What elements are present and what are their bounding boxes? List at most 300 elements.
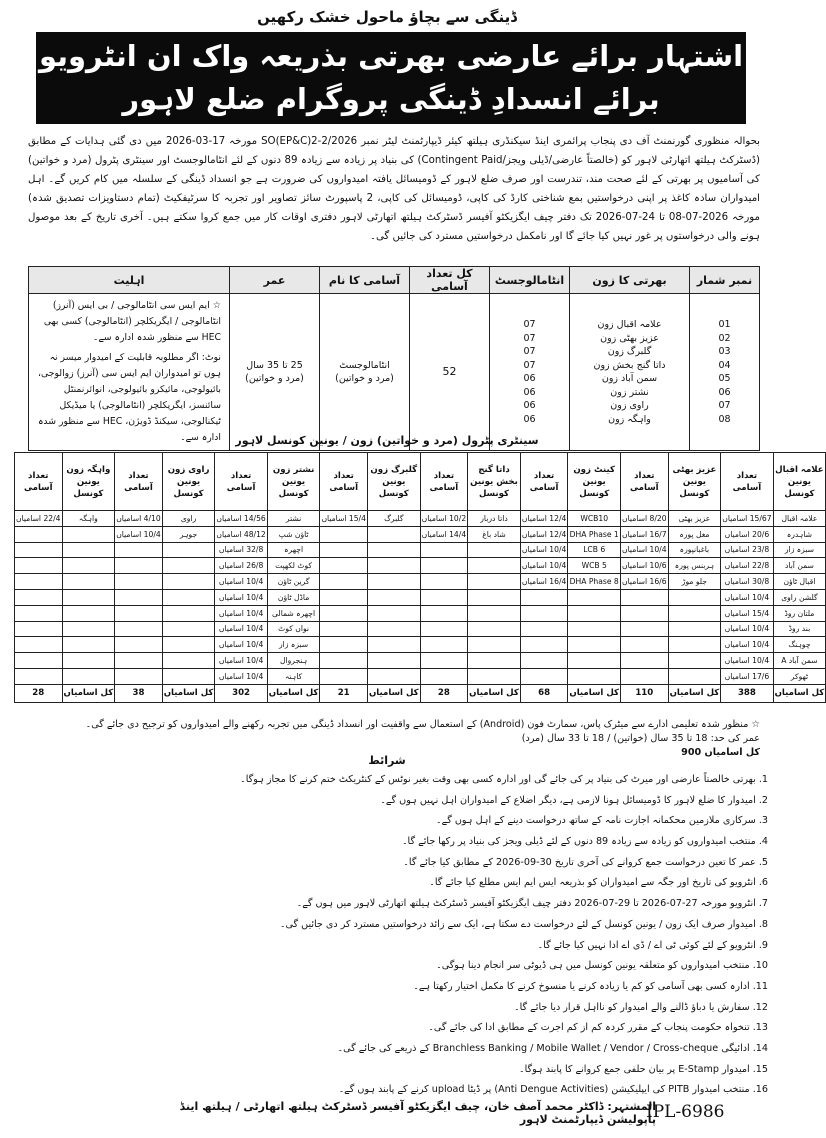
total-cell: کل اسامیاں	[367, 684, 420, 702]
table-cell	[520, 621, 568, 637]
table-cell	[15, 589, 63, 605]
col-eligibility: اہلیت	[29, 267, 230, 294]
total-cell: 302	[215, 684, 267, 702]
entomologist-table-header	[29, 267, 760, 294]
table-cell	[320, 589, 368, 605]
table-cell: 17/6 اسامیاں	[721, 668, 773, 684]
table-cell	[15, 542, 63, 558]
table-cell: کوٹ لکھپت	[267, 558, 320, 574]
advertiser-signature: المشتہر: ڈاکٹر محمد آصف خان، چیف ایگزیکٹو آفیسر ڈسٹرکٹ ہیلتھ اتھارٹی / ہیلتھ اینڈ پاپولیشن ڈیپارٹمنٹ لاہور	[179, 1100, 656, 1126]
total-cell: کل اسامیاں	[62, 684, 115, 702]
table-cell: 10/4 اسامیاں	[721, 589, 773, 605]
table-cell	[320, 621, 368, 637]
table-cell	[420, 605, 468, 621]
zone-count: 07	[523, 319, 536, 330]
zone-count: 07	[523, 332, 536, 344]
total-cell: 28	[15, 684, 63, 702]
table-cell	[15, 637, 63, 653]
table-cell	[621, 589, 669, 605]
table-cell: 22/4 اسامیاں	[15, 511, 63, 527]
table-cell: DHA Phase 1	[568, 526, 621, 542]
sanitary-header-cell: داتا گنج بخش یونین کونسل	[468, 453, 521, 511]
table-cell: راوی	[162, 511, 215, 527]
col-age: عمر	[230, 267, 320, 294]
table-row	[15, 589, 826, 605]
table-row	[15, 542, 826, 558]
table-cell	[62, 653, 115, 669]
table-cell	[320, 558, 368, 574]
table-cell	[15, 526, 63, 542]
condition-item: 3. سرکاری ملازمین محکمانہ اجازت نامہ کے ساتھ درخواست دینے کے اہل ہوں گے۔	[436, 815, 768, 827]
zones-cell	[570, 294, 690, 451]
table-cell: 10/2 اسامیاں	[420, 511, 468, 527]
table-cell	[115, 589, 163, 605]
table-cell	[621, 668, 669, 684]
table-cell: 10/4 اسامیاں	[215, 605, 267, 621]
table-cell	[468, 637, 521, 653]
table-cell: 26/8 اسامیاں	[215, 558, 267, 574]
note-age-limit: عمر کی حد: 18 تا 35 سال (خواتین) / 18 تا 33 سال (مرد)	[521, 733, 760, 744]
condition-item: 1. بھرتی خالصتاً عارضی اور میرٹ کی بنیاد پر کی جائے گی اور ادارہ کسی بھی وقت بغیر نوٹس کے کنٹریکٹ ختم کرنے کا مجاز ہوگا۔	[240, 774, 768, 785]
total-cell: 28	[420, 684, 468, 702]
table-cell	[162, 542, 215, 558]
table-cell: ٹاؤن شپ	[267, 526, 320, 542]
table-cell: WCB10	[568, 511, 621, 527]
entomologist-table	[28, 266, 760, 451]
table-cell	[420, 574, 468, 590]
table-cell: 14/4 اسامیاں	[420, 526, 468, 542]
table-cell	[420, 558, 468, 574]
table-cell	[468, 558, 521, 574]
sanitary-patrol-header	[15, 453, 826, 511]
condition-item: 6. انٹرویو کی تاریخ اور جگہ سے امیدواران کو بذریعہ ایس ایم ایس مطلع کیا جائے گا۔	[429, 877, 768, 889]
table-cell	[320, 653, 368, 669]
table-cell	[162, 589, 215, 605]
table-row	[15, 574, 826, 590]
table-cell	[62, 621, 115, 637]
serial: 07	[718, 400, 731, 411]
table-cell	[520, 637, 568, 653]
serial: 02	[718, 332, 731, 344]
sanitary-patrol-table	[14, 452, 826, 703]
table-cell	[320, 574, 368, 590]
conditions-list	[28, 770, 768, 1101]
table-row	[15, 653, 826, 669]
serial: 08	[718, 413, 731, 425]
table-cell	[668, 653, 721, 669]
table-cell	[520, 653, 568, 669]
table-cell: 15/67 اسامیاں	[721, 511, 773, 527]
table-cell	[367, 605, 420, 621]
table-cell: 10/4 اسامیاں	[215, 589, 267, 605]
condition-item: 2. امیدوار کا ضلع لاہور کا ڈومیسائل ہونا لازمی ہے، دیگر اضلاع کے امیدواران اہل نہیں ہوں گے۔	[380, 794, 768, 806]
total-cell: 52	[410, 294, 490, 451]
table-cell	[115, 637, 163, 653]
table-cell	[468, 589, 521, 605]
zone-count: 06	[523, 386, 536, 398]
table-cell	[468, 605, 521, 621]
table-cell	[115, 621, 163, 637]
table-cell: 10/4 اسامیاں	[520, 542, 568, 558]
table-cell	[15, 653, 63, 669]
table-cell	[115, 558, 163, 574]
entomologist-table-body	[29, 294, 760, 451]
zone: نشتر زون	[610, 386, 649, 398]
table-cell	[115, 653, 163, 669]
table-cell: 10/4 اسامیاں	[215, 653, 267, 669]
total-cell: کل اسامیاں	[668, 684, 721, 702]
table-cell	[668, 605, 721, 621]
zone: عزیز بھٹی زون	[600, 332, 659, 344]
total-cell: 110	[621, 684, 669, 702]
condition-item: 5. عمر کا تعین درخواست جمع کروانے کی آخری تاریخ 30-09-2026 کے مطابق کیا جائے گا۔	[403, 856, 768, 868]
post-name-cell	[320, 294, 410, 451]
zone: راوی زون	[610, 400, 649, 411]
table-cell: 10/4 اسامیاں	[115, 526, 163, 542]
table-cell: 4/10 اسامیاں	[115, 511, 163, 527]
table-cell: 48/12 اسامیاں	[215, 526, 267, 542]
table-cell	[621, 605, 669, 621]
table-cell: چوہنگ	[773, 637, 826, 653]
table-cell	[162, 668, 215, 684]
table-cell	[62, 637, 115, 653]
table-cell	[568, 668, 621, 684]
table-cell: سبزہ زار	[773, 542, 826, 558]
condition-item: 13. تنخواہ حکومت پنجاب کے مقرر کردہ کم از کم اجرت کے مطابق ادا کی جائے گی۔	[428, 1022, 768, 1034]
table-cell	[568, 637, 621, 653]
note-total-posts: کل اسامیاں 900	[681, 747, 760, 758]
table-cell	[420, 621, 468, 637]
table-cell: WCB 5	[568, 558, 621, 574]
col-post-name: آسامی کا نام	[320, 267, 410, 294]
table-cell	[568, 605, 621, 621]
total-cell: کل اسامیاں	[568, 684, 621, 702]
table-cell: 12/4 اسامیاں	[520, 526, 568, 542]
condition-item: 12. سفارش یا دباؤ ڈالنے والے امیدوار کو نااہل قرار دیا جائے گا۔	[514, 1001, 768, 1013]
table-cell: سبزہ زار	[267, 637, 320, 653]
title-banner	[36, 32, 746, 124]
table-cell	[320, 668, 368, 684]
table-cell	[668, 668, 721, 684]
serial: 06	[718, 386, 731, 398]
eligibility-cell	[29, 294, 230, 451]
col-zone: بھرتی کا زون	[570, 267, 690, 294]
table-cell: سمن آباد	[773, 558, 826, 574]
table-cell	[367, 526, 420, 542]
table-cell: ملتان روڈ	[773, 605, 826, 621]
table-cell	[367, 653, 420, 669]
sanitary-header-cell: تعداد آسامی	[215, 453, 267, 511]
table-cell: باغبانپورہ	[668, 542, 721, 558]
col-total: کل تعداد آسامی	[410, 267, 490, 294]
ipl-code: IPL-6986	[646, 1102, 725, 1122]
total-cell: کل اسامیاں	[773, 684, 826, 702]
table-cell: نواں کوٹ	[267, 621, 320, 637]
zone: گلبرگ زون	[607, 346, 652, 357]
table-cell	[367, 558, 420, 574]
table-cell	[520, 605, 568, 621]
sanitary-header-cell: تعداد آسامی	[520, 453, 568, 511]
table-cell	[367, 621, 420, 637]
intro-paragraph: بحوالہ منظوری گورنمنٹ آف دی پنجاب پرائمری اینڈ سیکنڈری ہیلتھ کیئر ڈیپارٹمنٹ لیٹر نمبر SO(EP&C)2-2/2026 مورخہ 17-03-2026 میں دی گئی ہدایات کے مطابق (ڈسٹرکٹ ہیلتھ اتھارٹی لاہور کو (خالصتاً عارضی/ڈیلی ویجز/Contingent Paid) کی بنیاد پر زیادہ سے زیادہ 89 دنوں کے لئے انٹامالوجسٹ اور سینٹری پٹرول (مرد و خواتین) کی آسامیوں پر بھرتی کے لئے صحت مند، تندرست اور صرف ضلع لاہور کے ڈومیسائل یافتہ امیدواروں کی ضرورت ہے جو انسداد ڈینگی کے سلسلہ میں کام کریں گے۔ اہل امیدواران سادہ کاغذ پر اپنی درخواستیں بمع شناختی کارڈ کی کاپی، ڈومیسائل کی کاپی، 2 پاسپورٹ سائز تصاویر اور تجربہ کا سرٹیفکیٹ (تمام دستاویزات تصدیق شدہ) مورخہ 2026-07-08 تا 24-07-2026 تک دفتر چیف ایگزیکٹو آفیسر ڈسٹرکٹ ہیلتھ اتھارٹی لاہور دفتری اوقات کار میں جمع کروا سکتے ہیں۔ آخری تاریخ کے بعد موصول ہونے والی درخواستوں پر غور نہیں کیا جائے گا اور نامکمل درخواستیں مسترد کی جائیں گی۔	[28, 136, 761, 242]
table-cell: واہگہ	[62, 511, 115, 527]
table-cell	[162, 605, 215, 621]
counts-cell	[490, 294, 570, 451]
table-cell	[62, 574, 115, 590]
table-cell: 30/8 اسامیاں	[721, 574, 773, 590]
table-cell	[568, 653, 621, 669]
table-cell: 10/4 اسامیاں	[215, 621, 267, 637]
sanitary-patrol-body	[15, 511, 826, 703]
total-cell: کل اسامیاں	[162, 684, 215, 702]
table-cell: 15/4 اسامیاں	[320, 511, 368, 527]
table-cell	[367, 589, 420, 605]
table-cell	[62, 668, 115, 684]
table-cell: 10/4 اسامیاں	[215, 637, 267, 653]
condition-item: 9. انٹرویو کے لئے کوئی ٹی اے / ڈی اے ادا نہیں کیا جائے گا۔	[537, 939, 768, 951]
table-cell: گلشن راوی	[773, 589, 826, 605]
sanitary-header-cell: عزیز بھٹی یونین کونسل	[668, 453, 721, 511]
conditions-title: شرائط	[368, 754, 406, 767]
table-row	[15, 511, 826, 527]
condition-item: 11. ادارہ کسی بھی آسامی کو کم یا زیادہ کرنے یا منسوخ کرنے کا مکمل اختیار رکھتا ہے۔	[413, 980, 768, 992]
post-name: انٹامالوجسٹ	[339, 359, 390, 371]
totals-row	[15, 684, 826, 702]
table-cell: جلو موڑ	[668, 574, 721, 590]
table-cell	[568, 621, 621, 637]
table-cell: شاد باغ	[468, 526, 521, 542]
table-cell	[468, 653, 521, 669]
serial: 05	[718, 373, 731, 384]
table-cell	[162, 621, 215, 637]
table-cell	[62, 526, 115, 542]
table-cell	[420, 668, 468, 684]
post-gender: (مرد و خواتین)	[335, 373, 394, 384]
table-cell: 8/20 اسامیاں	[621, 511, 669, 527]
table-cell: 10/4 اسامیاں	[621, 542, 669, 558]
total-cell: 38	[115, 684, 163, 702]
sanitary-header-cell: واہگہ زون یونین کونسل	[62, 453, 115, 511]
table-cell: مغل پورہ	[668, 526, 721, 542]
table-cell	[115, 542, 163, 558]
table-cell	[420, 653, 468, 669]
table-cell	[62, 589, 115, 605]
table-cell: 23/8 اسامیاں	[721, 542, 773, 558]
table-cell	[115, 668, 163, 684]
table-cell	[162, 637, 215, 653]
table-cell: گرین ٹاؤن	[267, 574, 320, 590]
total-cell: 68	[520, 684, 568, 702]
table-cell: ہنجروال	[267, 653, 320, 669]
table-cell: 20/6 اسامیاں	[721, 526, 773, 542]
table-cell	[162, 558, 215, 574]
table-cell: 10/4 اسامیاں	[721, 637, 773, 653]
sanitary-header-cell: کینٹ زون یونین کونسل	[568, 453, 621, 511]
table-cell: داتا دربار	[468, 511, 521, 527]
table-cell: 32/8 اسامیاں	[215, 542, 267, 558]
serial: 01	[718, 319, 731, 330]
sanitary-header-cell: تعداد آسامی	[15, 453, 63, 511]
table-cell	[367, 542, 420, 558]
table-cell: گلبرگ	[367, 511, 420, 527]
table-cell	[468, 668, 521, 684]
title-line-2: برائے انسدادِ ڈینگی پروگرام ضلع لاہور	[122, 82, 660, 116]
table-cell: سمن آباد A	[773, 653, 826, 669]
table-cell	[15, 574, 63, 590]
zone-count: 06	[523, 400, 536, 411]
table-cell	[468, 542, 521, 558]
total-cell: 388	[721, 684, 773, 702]
sanitary-header-cell: نشتر زون یونین کونسل	[267, 453, 320, 511]
table-cell	[367, 668, 420, 684]
table-row	[15, 637, 826, 653]
table-cell: 10/4 اسامیاں	[520, 558, 568, 574]
zone: علامہ اقبال زون	[597, 319, 662, 330]
title-line-1: اشتہار برائے عارضی بھرتی بذریعہ واک ان انٹرویو	[38, 39, 744, 73]
table-cell	[367, 637, 420, 653]
table-row	[15, 668, 826, 684]
table-cell	[520, 589, 568, 605]
table-cell	[62, 605, 115, 621]
table-row	[15, 605, 826, 621]
table-cell	[115, 605, 163, 621]
table-cell	[320, 605, 368, 621]
sanitary-patrol-title: سینٹری پٹرول (مرد و خواتین) زون / یونین کونسل لاہور	[235, 434, 539, 447]
sanitary-header-cell: گلبرگ زون یونین کونسل	[367, 453, 420, 511]
table-cell	[420, 589, 468, 605]
zone-count: 07	[523, 346, 536, 357]
total-cell: کل اسامیاں	[267, 684, 320, 702]
condition-item: 7. انٹرویو مورخہ 27-07-2026 تا 29-07-2026 دفتر چیف ایگزیکٹو آفیسر ڈسٹرکٹ ہیلتھ اتھارٹی لاہور میں ہوں گے۔	[296, 898, 768, 910]
table-cell: اچھرہ	[267, 542, 320, 558]
table-row	[15, 526, 826, 542]
sanitary-header-cell: تعداد آسامی	[115, 453, 163, 511]
table-cell	[621, 637, 669, 653]
age-cell	[230, 294, 320, 451]
table-cell	[162, 653, 215, 669]
table-cell: علامہ اقبال	[773, 511, 826, 527]
slogan: ڈینگی سے بچاؤ ماحول خشک رکھیں	[257, 8, 517, 26]
age-range: 25 تا 35 سال	[246, 359, 303, 371]
serial: 04	[718, 359, 731, 371]
condition-item: 4. منتخب امیدواروں کو زیادہ سے زیادہ 89 دنوں کے لئے ڈیلی ویجز کی بنیاد پر رکھا جائے گا۔	[401, 836, 768, 848]
table-cell: ہربنس پورہ	[668, 558, 721, 574]
table-cell	[320, 637, 368, 653]
table-cell: LCB 6	[568, 542, 621, 558]
table-cell: 12/4 اسامیاں	[520, 511, 568, 527]
table-row	[15, 558, 826, 574]
sanitary-header-cell: علامہ اقبال یونین کونسل	[773, 453, 826, 511]
table-cell	[668, 637, 721, 653]
table-cell: 16/6 اسامیاں	[621, 574, 669, 590]
col-entomologist: انٹامالوجسٹ	[490, 267, 570, 294]
table-cell	[420, 637, 468, 653]
table-cell	[115, 574, 163, 590]
table-cell: اچھرہ شمالی	[267, 605, 320, 621]
total-cell: کل اسامیاں	[468, 684, 521, 702]
table-cell	[520, 668, 568, 684]
table-cell: عزیز بھٹی	[668, 511, 721, 527]
condition-item: 10. منتخب امیدواروں کو متعلقہ یونین کونسل میں ہی ڈیوٹی سر انجام دینا ہوگی۔	[436, 960, 768, 972]
serial: 03	[718, 346, 731, 357]
table-cell: ماڈل ٹاؤن	[267, 589, 320, 605]
table-cell: 10/4 اسامیاں	[215, 574, 267, 590]
table-cell	[15, 605, 63, 621]
table-cell: 22/8 اسامیاں	[721, 558, 773, 574]
age-gender: (مرد و خواتین)	[245, 373, 304, 384]
eligibility-primary: ☆ ایم ایس سی انٹامالوجی / بی ایس (آنرز) انٹامالوجی / ایگریکلچر (انٹامالوجی) کسی بھی HEC سے منظور شدہ ادارہ سے۔	[43, 300, 221, 343]
table-cell	[367, 574, 420, 590]
table-cell: DHA Phase 8	[568, 574, 621, 590]
sanitary-header-cell: تعداد آسامی	[721, 453, 773, 511]
note-qualification: ☆ منظور شدہ تعلیمی ادارے سے میٹرک پاس، سمارٹ فون (Android) کے استعمال سے واقفیت اور انسداد ڈینگی میں تجربہ رکھنے والے امیدواروں کو ترجیح دی جائے گی۔	[85, 719, 760, 730]
eligibility-note: نوٹ: اگر مطلوبہ قابلیت کے امیدوار میسر نہ ہوں تو امیدواران ایم ایس سی (آنرز) زوالوجی، بائیولوجی، مائیکرو بائیولوجی، انوائرنمنٹل سائنسز، ایگریکلچر (انٹامالوجی) یا میڈیکل ٹیکنالوجی، سیکنڈ ڈویژن، HEC سے منظور شدہ ادارہ سے۔	[37, 352, 221, 443]
table-row	[15, 621, 826, 637]
table-cell: 10/4 اسامیاں	[215, 668, 267, 684]
table-cell	[320, 526, 368, 542]
table-cell	[668, 621, 721, 637]
sanitary-header-cell: تعداد آسامی	[320, 453, 368, 511]
sanitary-header-cell: راوی زون یونین کونسل	[162, 453, 215, 511]
table-cell	[468, 574, 521, 590]
zone-count: 06	[523, 413, 536, 425]
condition-item: 15. امیدوار E-Stamp پر بیان حلفی جمع کروانے کا پابند ہوگا۔	[518, 1063, 768, 1075]
zone: داتا گنج بخش زون	[593, 359, 666, 371]
sanitary-header-cell: تعداد آسامی	[420, 453, 468, 511]
sanitary-header-cell: تعداد آسامی	[621, 453, 669, 511]
table-cell	[15, 621, 63, 637]
table-cell: کاہنہ	[267, 668, 320, 684]
col-serial: نمبر شمار	[690, 267, 760, 294]
table-cell	[15, 558, 63, 574]
total-cell: 21	[320, 684, 368, 702]
table-cell	[668, 589, 721, 605]
zone-count: 06	[523, 373, 536, 384]
table-cell	[468, 621, 521, 637]
table-cell	[320, 542, 368, 558]
table-cell: بند روڈ	[773, 621, 826, 637]
table-cell: 14/56 اسامیاں	[215, 511, 267, 527]
table-cell: جوہر	[162, 526, 215, 542]
table-cell	[62, 558, 115, 574]
advertisement-page	[6, 4, 825, 1134]
table-cell: نشتر	[267, 511, 320, 527]
serials-cell	[690, 294, 760, 451]
table-cell	[15, 668, 63, 684]
table-cell: 10/4 اسامیاں	[721, 621, 773, 637]
condition-item: 16. منتخب امیدوار PITB کی ایپلیکیشن (Anti Dengue Activities) پر ڈیٹا upload کرنے کے پابند ہوں گے۔	[338, 1084, 768, 1096]
condition-item: 8. امیدوار صرف ایک زون / یونین کونسل کے لئے درخواست دے سکتا ہے، ایک سے زائد درخواستیں مسترد کر دی جائیں گی۔	[279, 918, 768, 930]
table-cell: اقبال ٹاؤن	[773, 574, 826, 590]
table-cell	[162, 574, 215, 590]
table-cell	[420, 542, 468, 558]
table-cell: 10/6 اسامیاں	[621, 558, 669, 574]
table-cell: شاہدرہ	[773, 526, 826, 542]
table-cell	[621, 621, 669, 637]
table-cell: ٹھوکر	[773, 668, 826, 684]
table-cell: 16/7 اسامیاں	[621, 526, 669, 542]
table-cell: 16/4 اسامیاں	[520, 574, 568, 590]
zone: سمن آباد زون	[601, 373, 658, 384]
table-cell: 10/4 اسامیاں	[721, 653, 773, 669]
zone-count: 07	[523, 359, 536, 371]
condition-item: 14. ادائیگی Branchless Banking / Mobile Wallet / Vendor / Cross-cheque کے ذریعے کی جائے گی۔	[337, 1042, 768, 1054]
table-cell	[621, 653, 669, 669]
table-cell	[568, 589, 621, 605]
zone: واہگہ زون	[608, 413, 651, 425]
table-cell	[62, 542, 115, 558]
table-cell: 15/4 اسامیاں	[721, 605, 773, 621]
